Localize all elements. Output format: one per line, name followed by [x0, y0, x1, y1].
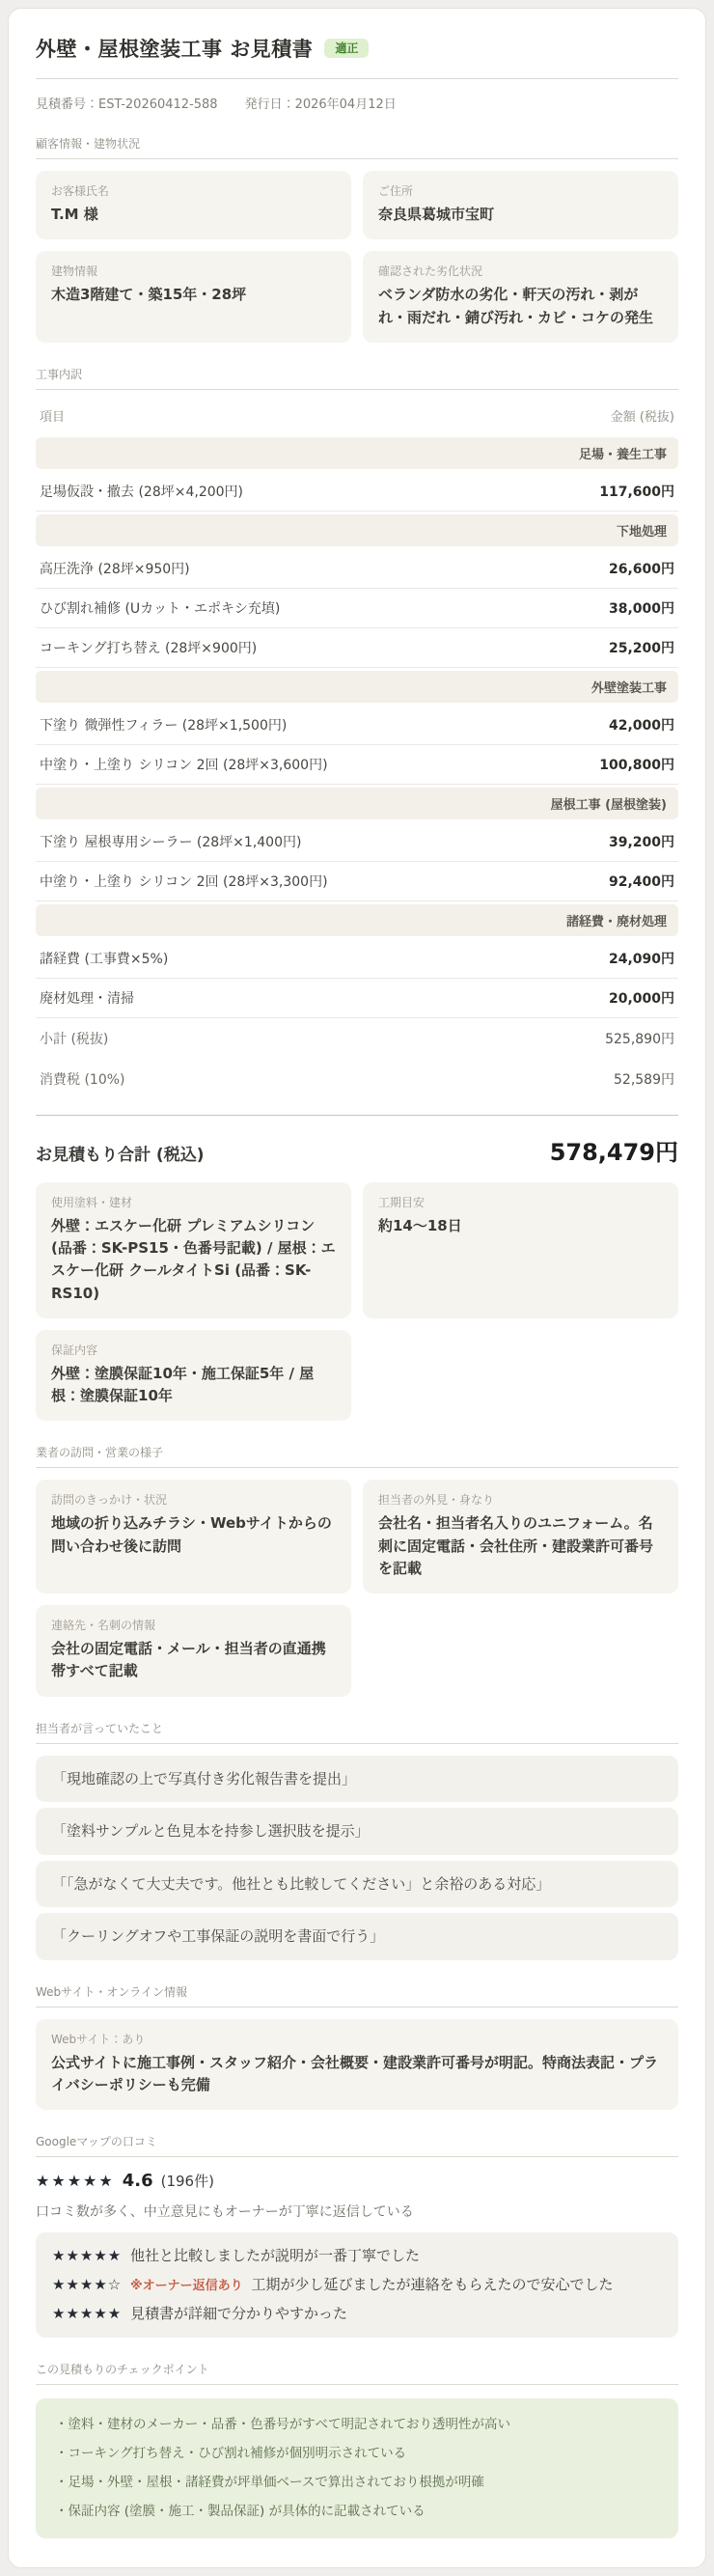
item-name: 下塗り 微弾性フィラー (28坪×1,500円) — [40, 717, 288, 734]
rating-row — [36, 2171, 678, 2191]
card-value: 会社の固定電話・メール・担当者の直通携帯すべて記載 — [51, 1640, 326, 1680]
table-row — [36, 589, 678, 628]
item-amount: 42,000円 — [608, 717, 674, 734]
item-name: 諸経費 (工事費×5%) — [40, 951, 169, 967]
item-amount: 100,800円 — [599, 757, 674, 773]
card-value: 公式サイトに施工事例・スタッフ紹介・会社概要・建設業許可番号が明記。特商法表記・プライバシーポリシーも完備 — [51, 2053, 658, 2093]
item-amount: 25,200円 — [608, 640, 674, 656]
card-label: ご住所 — [378, 184, 414, 198]
item-name: 中塗り・上塗り シリコン 2回 (28坪×3,600円) — [40, 757, 328, 773]
estimate-meta — [36, 94, 678, 112]
table-header — [36, 396, 678, 434]
review-text: 工期が少し延びましたが連絡をもらえたので安心でした — [251, 2275, 614, 2293]
card-value: 奈良県葛城市宝町 — [378, 206, 495, 223]
table-row — [36, 745, 678, 785]
subtotal-amount: 525,890円 — [605, 1031, 674, 1047]
total-row — [36, 1116, 678, 1171]
checkpoint-box — [36, 2398, 678, 2538]
group-label: 外壁塗装工事 — [590, 680, 667, 696]
owner-reply-note: ※オーナー返信あり — [130, 2278, 243, 2293]
card-work-period — [363, 1182, 678, 1318]
invoice-table — [36, 396, 678, 1099]
card-visit-trigger — [36, 1480, 351, 1593]
header — [36, 34, 678, 63]
group-label: 下地処理 — [616, 524, 667, 540]
table-group-row — [36, 514, 678, 546]
item-name: 高圧洗浄 (28坪×950円) — [40, 561, 190, 577]
card-value: T.M 様 — [51, 206, 98, 223]
item-amount: 24,090円 — [608, 951, 674, 967]
item-name: 廃材処理・清掃 — [40, 990, 134, 1007]
card-building-info — [36, 251, 351, 343]
visit-cards — [36, 1480, 678, 1696]
quote-item: 「現地確認の上で写真付き劣化報告書を提出」 — [36, 1756, 678, 1803]
section-customer-label: 顧客情報・建物状況 — [36, 135, 678, 159]
review-text: 他社と比較しましたが説明が一番丁寧でした — [130, 2247, 421, 2264]
item-amount: 117,600円 — [599, 484, 674, 500]
item-name: ひび割れ補修 (Uカット・エポキシ充填) — [40, 600, 281, 617]
quote-item: 「塗料サンプルと色見本を持参し選択肢を提示」 — [36, 1808, 678, 1855]
table-row — [36, 939, 678, 979]
table-row — [36, 549, 678, 589]
table-group-row — [36, 437, 678, 469]
card-paint-materials — [36, 1182, 351, 1318]
section-quotes-label: 担当者が言っていたこと — [36, 1720, 678, 1744]
quote-item: 「「急がなくて大丈夫です。他社とも比較してください」と余裕のある対応」 — [36, 1861, 678, 1908]
checkpoint-item: ・コーキング打ち替え・ひび割れ補修が個別明示されている — [55, 2446, 407, 2462]
group-label: 屋根工事 (屋根塗装) — [550, 797, 667, 813]
status-badge: 適正 — [324, 39, 369, 58]
detail-cards — [36, 1182, 678, 1422]
item-amount: 20,000円 — [608, 990, 674, 1007]
item-name: コーキング打ち替え (28坪×900円) — [40, 640, 258, 656]
card-value: 外壁：塗膜保証10年・施工保証5年 / 屋根：塗膜保証10年 — [51, 1364, 315, 1404]
subtotal-label: 小計 (税抜) — [40, 1031, 109, 1047]
card-customer-name — [36, 171, 351, 239]
page-title: 外壁・屋根塗装工事 お見積書 — [36, 38, 314, 61]
section-breakdown-label: 工事内訳 — [36, 366, 678, 390]
table-row — [36, 472, 678, 512]
card-value: 木造3階建て・築15年・28坪 — [51, 286, 247, 304]
card-label: 確認された劣化状況 — [378, 264, 483, 279]
tax-amount: 52,589円 — [614, 1071, 674, 1088]
quote-list — [36, 1756, 678, 1960]
card-value: 地域の折り込みチラシ・Webサイトからの問い合わせ後に訪問 — [51, 1514, 332, 1555]
card-label: 使用塗料・建材 — [51, 1195, 133, 1209]
checkpoint-item: ・保証内容 (塗膜・施工・製品保証) が具体的に記載されている — [55, 2504, 426, 2520]
card-warranty — [36, 1330, 351, 1422]
card-label: 工期目安 — [378, 1195, 426, 1209]
table-group-row — [36, 904, 678, 936]
item-amount: 92,400円 — [608, 873, 674, 890]
card-deterioration — [363, 251, 678, 343]
table-row — [36, 706, 678, 745]
reviews-card — [36, 2232, 678, 2338]
card-label: 保証内容 — [51, 1343, 98, 1357]
quote-item: 「クーリングオフや工事保証の説明を書面で行う」 — [36, 1913, 678, 1960]
card-label: 建物情報 — [51, 264, 98, 279]
review-stars-icon: ★★★★☆ — [52, 2275, 123, 2293]
card-label: Webサイト：あり — [51, 2032, 146, 2046]
group-label: 足場・養生工事 — [578, 447, 667, 462]
checkpoint-item: ・塗料・建材のメーカー・品番・色番号がすべて明記されており透明性が高い — [55, 2417, 510, 2433]
card-contact-info — [36, 1605, 351, 1697]
issue-date: 発行日：2026年04月12日 — [244, 97, 397, 112]
card-label: お客様氏名 — [51, 184, 110, 198]
review-stars-icon: ★★★★★ — [52, 2247, 123, 2264]
card-staff-appearance — [363, 1480, 678, 1593]
item-name: 足場仮設・撤去 (28坪×4,200円) — [40, 484, 243, 500]
card-value: ベランダ防水の劣化・軒天の汚れ・剥がれ・雨だれ・錆び汚れ・カビ・コケの発生 — [378, 286, 654, 326]
table-row — [36, 979, 678, 1018]
subtotal-row — [36, 1018, 678, 1059]
tax-row — [36, 1059, 678, 1099]
tax-label: 消費税 (10%) — [40, 1071, 125, 1088]
section-visit-label: 業者の訪問・営業の様子 — [36, 1444, 678, 1468]
total-label: お見積もり合計 (税込) — [36, 1145, 205, 1165]
table-row — [36, 862, 678, 901]
estimate-number: 見積番号：EST-20260412-588 — [36, 97, 218, 112]
review-item — [52, 2275, 662, 2296]
col-item: 項目 — [40, 409, 66, 425]
table-row — [36, 822, 678, 862]
checkpoint-item: ・足場・外壁・屋根・諸経費が坪単価ベースで算出されており根拠が明確 — [55, 2475, 484, 2491]
card-label: 連絡先・名刺の情報 — [51, 1619, 156, 1632]
card-label: 担当者の外見・身なり — [378, 1493, 495, 1508]
card-value: 約14〜18日 — [378, 1216, 462, 1234]
header-divider — [36, 78, 678, 79]
card-label: 訪問のきっかけ・状況 — [51, 1493, 168, 1508]
item-name: 中塗り・上塗り シリコン 2回 (28坪×3,300円) — [40, 873, 328, 890]
review-item — [52, 2304, 662, 2325]
table-row — [36, 628, 678, 668]
estimate-panel — [8, 8, 706, 2568]
group-label: 諸経費・廃材処理 — [565, 914, 667, 929]
table-group-row — [36, 671, 678, 703]
rating-stars-icon: ★★★★★ — [36, 2172, 115, 2190]
rating-score: 4.6 — [122, 2171, 153, 2191]
rating-summary: 口コミ数が多く、中立意見にもオーナーが丁寧に返信している — [36, 2204, 414, 2220]
section-checkpoints-label: この見積もりのチェックポイント — [36, 2361, 678, 2385]
col-amount: 金額 (税抜) — [610, 409, 674, 425]
card-value: 外壁：エスケー化研 プレミアムシリコン (品番：SK-PS15・色番号記載) / 屋根：エスケー化研 クールタイトSi (品番：SK-RS10) — [51, 1216, 336, 1302]
item-name: 下塗り 屋根専用シーラー (28坪×1,400円) — [40, 834, 302, 850]
customer-cards — [36, 171, 678, 343]
card-website — [36, 2019, 678, 2111]
review-item — [52, 2246, 662, 2267]
rating-count: (196件) — [160, 2173, 214, 2190]
item-amount: 26,600円 — [608, 561, 674, 577]
item-amount: 38,000円 — [608, 600, 674, 617]
card-value: 会社名・担当者名入りのユニフォーム。名刺に固定電話・会社住所・建設業許可番号を記載 — [378, 1514, 654, 1577]
review-stars-icon: ★★★★★ — [52, 2304, 123, 2322]
section-reviews-label: Googleマップの口コミ — [36, 2133, 678, 2157]
section-web-label: Webサイト・オンライン情報 — [36, 1983, 678, 2008]
table-group-row — [36, 788, 678, 819]
card-address — [363, 171, 678, 239]
total-amount: 578,479円 — [549, 1138, 678, 1166]
review-text: 見積書が詳細で分かりやすかった — [130, 2304, 348, 2322]
item-amount: 39,200円 — [608, 834, 674, 850]
